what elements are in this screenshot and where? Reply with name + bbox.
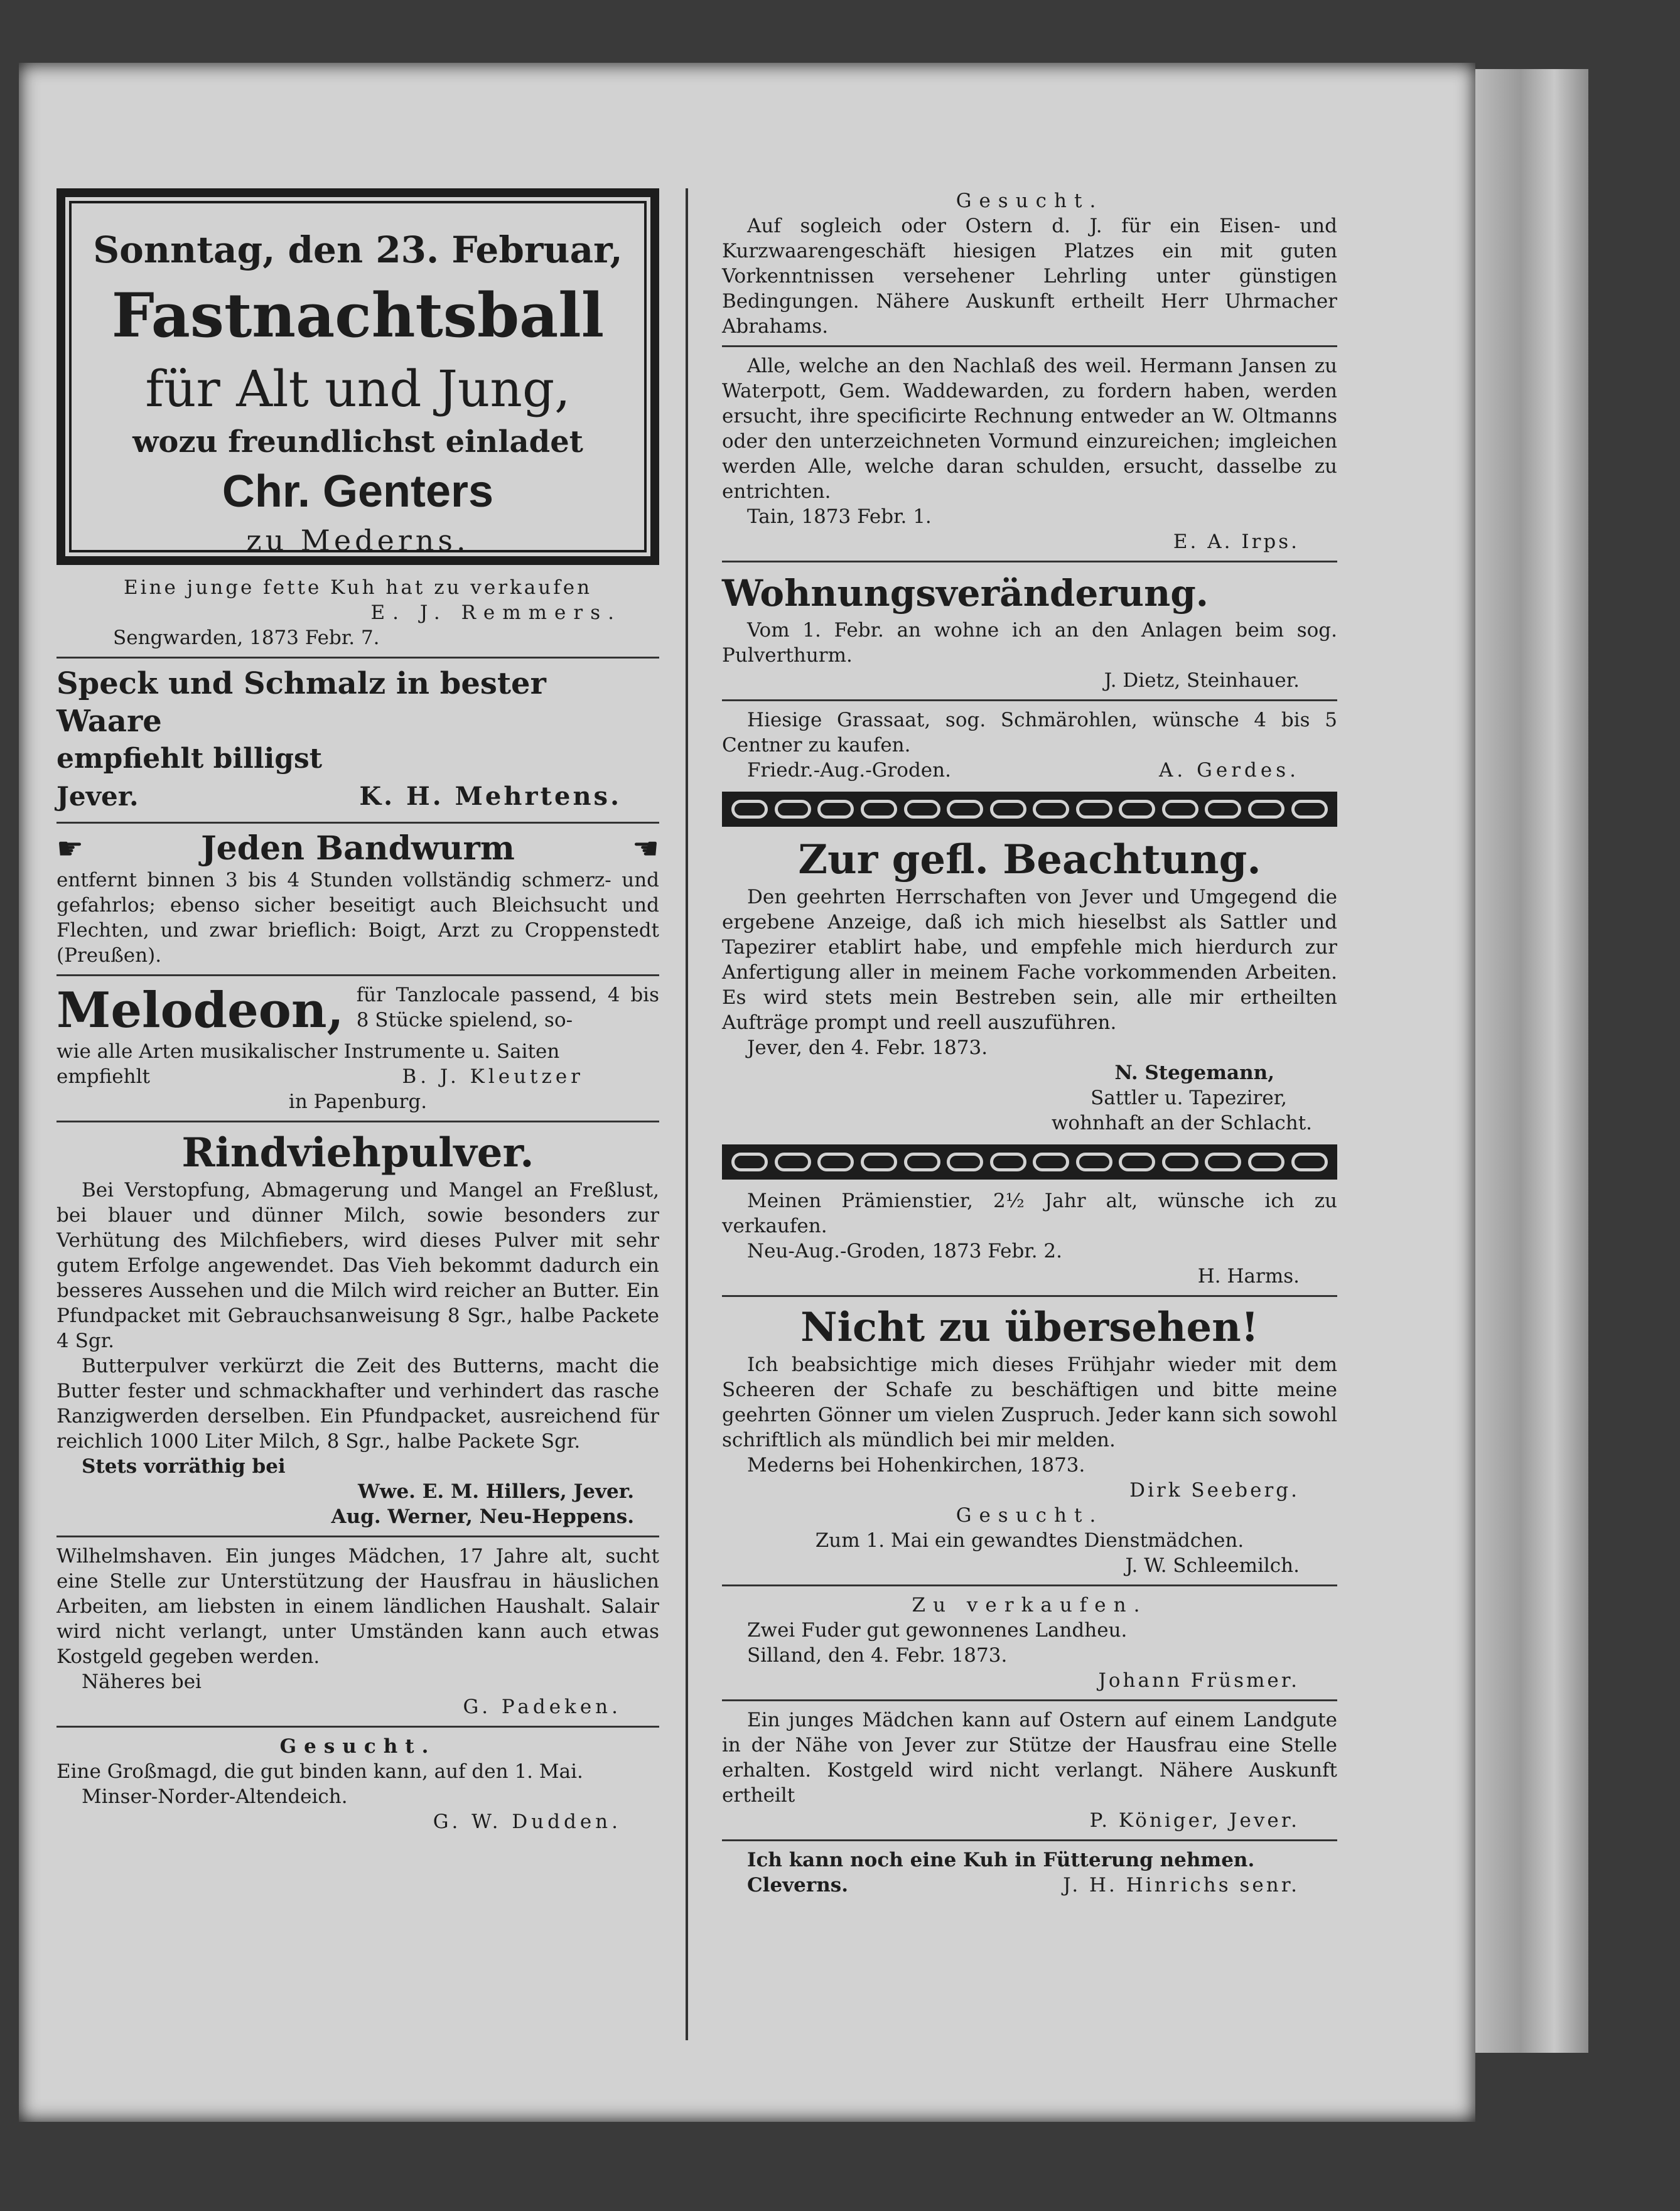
ad-more: Näheres bei <box>82 1670 202 1693</box>
rindviehpulver-ad <box>57 1129 659 1529</box>
ad-text: Zwei Fuder gut gewonnenes Landheu. <box>747 1619 1128 1642</box>
ad-headline: Jeden Bandwurm <box>201 829 515 868</box>
speck-ad <box>57 665 659 815</box>
fuetterung-ad <box>722 1848 1337 1898</box>
ad-seller-1: Wwe. E. M. Hillers, Jever. <box>357 1480 634 1503</box>
ad-place: Cleverns. <box>747 1874 849 1896</box>
divider <box>722 561 1337 562</box>
kuh-ad <box>57 575 659 650</box>
ad-place-date: Mederns bei Hohenkirchen, 1873. <box>747 1454 1085 1477</box>
chain-border-bottom <box>722 1144 1337 1180</box>
ad-headline-2: empfiehlt billigst <box>57 743 323 775</box>
ad-signature: G. W. Dudden. <box>433 1810 622 1833</box>
lehrling-ad <box>722 188 1337 339</box>
maedchen-ad <box>722 1708 1337 1833</box>
ad-signature: Dirk Seeberg. <box>1129 1479 1300 1502</box>
ad-heading: Gesucht. <box>956 1504 1104 1527</box>
ad-paragraph-1: Bei Verstopfung, Abmagerung und Mangel an Freßlust, bei blauer und dünner Milch, sowie besonders zur Verhütung des Milchfiebers, wird dieses Pulver mit sehr gutem Erfolge angewendet. Das Vieh bekommt dadurch ein besseres Aussehen und die Milch wird reicher an Butter. Ein Pfundpacket mit Gebrauchsanweisung 8 Sgr., halbe Packete 4 Sgr. <box>57 1179 659 1352</box>
ad-seller-2: Aug. Werner, Neu-Heppens. <box>331 1505 634 1528</box>
ad-trade: Sattler u. Tapezirer, <box>1090 1087 1287 1109</box>
wilhelmshaven-ad <box>57 1544 659 1719</box>
ad-text: entfernt binnen 3 bis 4 Stunden vollständig schmerz- und gefahrlos; ebenso sicher beseitigt auch Bleichsucht und Flechten, und zwar brieflich: Boigt, Arzt zu Croppenstedt (Preußen). <box>57 869 659 967</box>
divider <box>722 1699 1337 1701</box>
ad-signature: H. Harms. <box>1197 1265 1300 1288</box>
divider <box>722 345 1337 347</box>
ad-signature: A. Gerdes. <box>1159 759 1300 782</box>
column-divider <box>686 188 688 2040</box>
divider <box>57 1121 659 1122</box>
ad-text: Den geehrten Herrschaften von Jever und Umgegend die ergebene Anzeige, daß ich mich hieselbst als Sattler und Tapezirer etablirt habe, und empfehle mich hierdurch zur Anfertigung aller in meinem Fache vorkommenden Arbeiten. Es wird stets mein Bestreben sein, alle mir ertheilten Aufträge prompt und reell auszuführen. <box>722 886 1337 1034</box>
fastnachtsball-ad <box>57 188 659 565</box>
ad-side-text: für Tanzlocale passend, 4 bis 8 Stücke spielend, so- <box>356 984 659 1031</box>
divider <box>722 1295 1337 1297</box>
ad-signature: J. H. Hinrichs senr. <box>1063 1874 1300 1896</box>
ad-signature: J. Dietz, Steinhauer. <box>1104 669 1300 692</box>
ad-text: Alle, welche an den Nachlaß des weil. Hermann Jansen zu Waterpott, Gem. Waddewarden, zu fordern haben, werden ersucht, ihre specificirte Rechnung entweder an W. Oltmanns oder den unterzeichneten Vormund einzureichen; imgleichen werden Alle, welche daran schulden, ersucht, dasselbe zu entrichten. <box>722 355 1337 503</box>
chain-border-top <box>722 792 1337 827</box>
dienstmaedchen-ad <box>722 1503 1337 1578</box>
ad-heading: Gesucht. <box>279 1735 436 1758</box>
ad-signature: K. H. Mehrtens. <box>359 782 622 811</box>
ad-text: Meinen Prämienstier, 2½ Jahr alt, wünsche ich zu verkaufen. <box>722 1190 1337 1237</box>
ad-headline: Wohnungsveränderung. <box>722 572 1209 615</box>
ad-place: in Papenburg. <box>288 1090 428 1113</box>
ad-place-date: Tain, 1873 Febr. 1. <box>747 505 932 528</box>
nachlass-ad <box>722 353 1337 554</box>
divider <box>722 699 1337 701</box>
ad-recommends: empfiehlt <box>57 1065 150 1088</box>
divider <box>57 1726 659 1728</box>
ad-text: Ich beabsichtige mich dieses Frühjahr wieder mit dem Scheeren der Schafe zu beschäftigen und bitte meine geehrten Gönner um vielen Zuspruch. Jeder kann sich sowohl schriftlich als mündlich bei mir melden. <box>722 1353 1337 1451</box>
ad-signature: E. J. Remmers. <box>370 601 622 624</box>
book-page-edge <box>1475 69 1588 2053</box>
ad-signature: G. Padeken. <box>463 1696 622 1718</box>
divider <box>722 1584 1337 1586</box>
ad-headline: Melodeon, <box>57 982 344 1039</box>
melodeon-ad <box>57 982 659 1114</box>
ad-text: Wilhelmshaven. Ein junges Mädchen, 17 Jahre alt, sucht eine Stelle zur Unterstützung der Hausfrau in häuslichen Arbeiten, am liebsten in einem ländlichen Haushalt. Salair wird nicht verlangt, unter Umständen kann auch etwas Kostgeld gegeben werden. <box>57 1545 659 1668</box>
right-column <box>722 188 1337 2072</box>
ad-text: wie alle Arten musikalischer Instrumente u. Saiten <box>57 1040 560 1063</box>
ad-signature: Johann Früsmer. <box>1098 1669 1300 1692</box>
divider <box>722 1839 1337 1841</box>
ad-headline: Zur gefl. Beachtung. <box>798 836 1261 883</box>
ad-place-date: Silland, den 4. Febr. 1873. <box>747 1644 1008 1667</box>
divider <box>57 1536 659 1537</box>
bandwurm-ad <box>57 830 659 968</box>
ad-place-date: Sengwarden, 1873 Febr. 7. <box>113 627 380 649</box>
ad-address: wohnhaft an der Schlacht. <box>1051 1112 1312 1134</box>
ad-host: Chr. Genters <box>222 466 494 517</box>
left-column <box>57 188 659 2134</box>
ad-signature: J. W. Schleemilch. <box>1125 1554 1300 1577</box>
stier-ad <box>722 1188 1337 1289</box>
ad-place: Friedr.-Aug.-Groden. <box>747 759 951 782</box>
grossmagd-ad <box>57 1734 659 1834</box>
ad-text: Hiesige Grassaat, sog. Schmärohlen, wünsche 4 bis 5 Centner zu kaufen. <box>722 709 1337 756</box>
ad-signature: E. A. Irps. <box>1173 530 1300 553</box>
ad-paragraph-2: Butterpulver verkürzt die Zeit des Butterns, macht die Butter fester und schmackhafter und verhindert das rasche Ranzigwerden derselben. Ein Pfundpacket, ausreichend für reichlich 1000 Liter Milch, 8 Sgr., halbe Packete Sgr. <box>57 1355 659 1453</box>
ad-text: Ein junges Mädchen kann auf Ostern auf einem Landgute in der Nähe von Jever zur Stütze der Hausfrau eine Stelle erhalten. Kostgeld wird nicht verlangt. Nähere Auskunft ertheilt <box>722 1709 1337 1807</box>
ad-text: Eine Großmagd, die gut binden kann, auf den 1. Mai. <box>57 1760 583 1783</box>
ad-title: Fastnachtsball <box>111 280 605 351</box>
ad-town: Jever. <box>57 781 139 812</box>
ad-heading: Gesucht. <box>956 190 1104 212</box>
divider <box>57 974 659 976</box>
ad-heading: Zu verkaufen. <box>912 1594 1148 1617</box>
nicht-uebersehen-ad <box>722 1303 1337 1503</box>
landheu-ad <box>722 1593 1337 1693</box>
ad-stock-note: Stets vorräthig bei <box>82 1455 286 1478</box>
ad-place: Minser-Norder-Altendeich. <box>82 1785 348 1808</box>
ad-invite: wozu freundlichst einladet <box>132 424 583 460</box>
ad-signature: B. J. Kleutzer <box>402 1065 584 1088</box>
ad-headline: Rindviehpulver. <box>181 1129 534 1176</box>
ad-place-date: Neu-Aug.-Groden, 1873 Febr. 2. <box>747 1240 1062 1262</box>
divider <box>57 657 659 659</box>
ad-signature: P. Königer, Jever. <box>1089 1809 1300 1832</box>
ad-subtitle: für Alt und Jung, <box>145 360 571 418</box>
grassaat-ad <box>722 707 1337 783</box>
ad-headline: Speck und Schmalz in bester Waare <box>57 666 546 739</box>
divider <box>57 822 659 824</box>
pointing-hand-icon: ☛ <box>57 831 84 866</box>
ad-headline: Nicht zu übersehen! <box>800 1304 1259 1351</box>
ad-text: Ich kann noch eine Kuh in Fütterung nehmen. <box>747 1849 1255 1871</box>
ad-place: zu Mederns. <box>246 524 470 557</box>
pointing-hand-left-icon: ☛ <box>632 831 659 866</box>
ad-place-date: Jever, den 4. Febr. 1873. <box>747 1036 988 1059</box>
ad-text: Vom 1. Febr. an wohne ich an den Anlagen beim sog. Pulverthurm. <box>722 619 1337 667</box>
ad-signature: N. Stegemann, <box>1114 1062 1274 1084</box>
ad-text: Auf sogleich oder Ostern d. J. für ein Eisen- und Kurzwaarengeschäft hiesigen Platzes ein mit guten Vorkenntnissen versehener Lehrling unter günstigen Bedingungen. Nähere Auskunft ertheilt Herr Uhrmacher Abrahams. <box>722 215 1337 338</box>
ad-date: Sonntag, den 23. Februar, <box>93 229 623 271</box>
ad-text: Eine junge fette Kuh hat zu verkaufen <box>123 576 593 599</box>
wohnung-ad <box>722 569 1337 693</box>
beachtung-ad <box>722 836 1337 1136</box>
ad-text: Zum 1. Mai ein gewandtes Dienstmädchen. <box>815 1529 1244 1552</box>
